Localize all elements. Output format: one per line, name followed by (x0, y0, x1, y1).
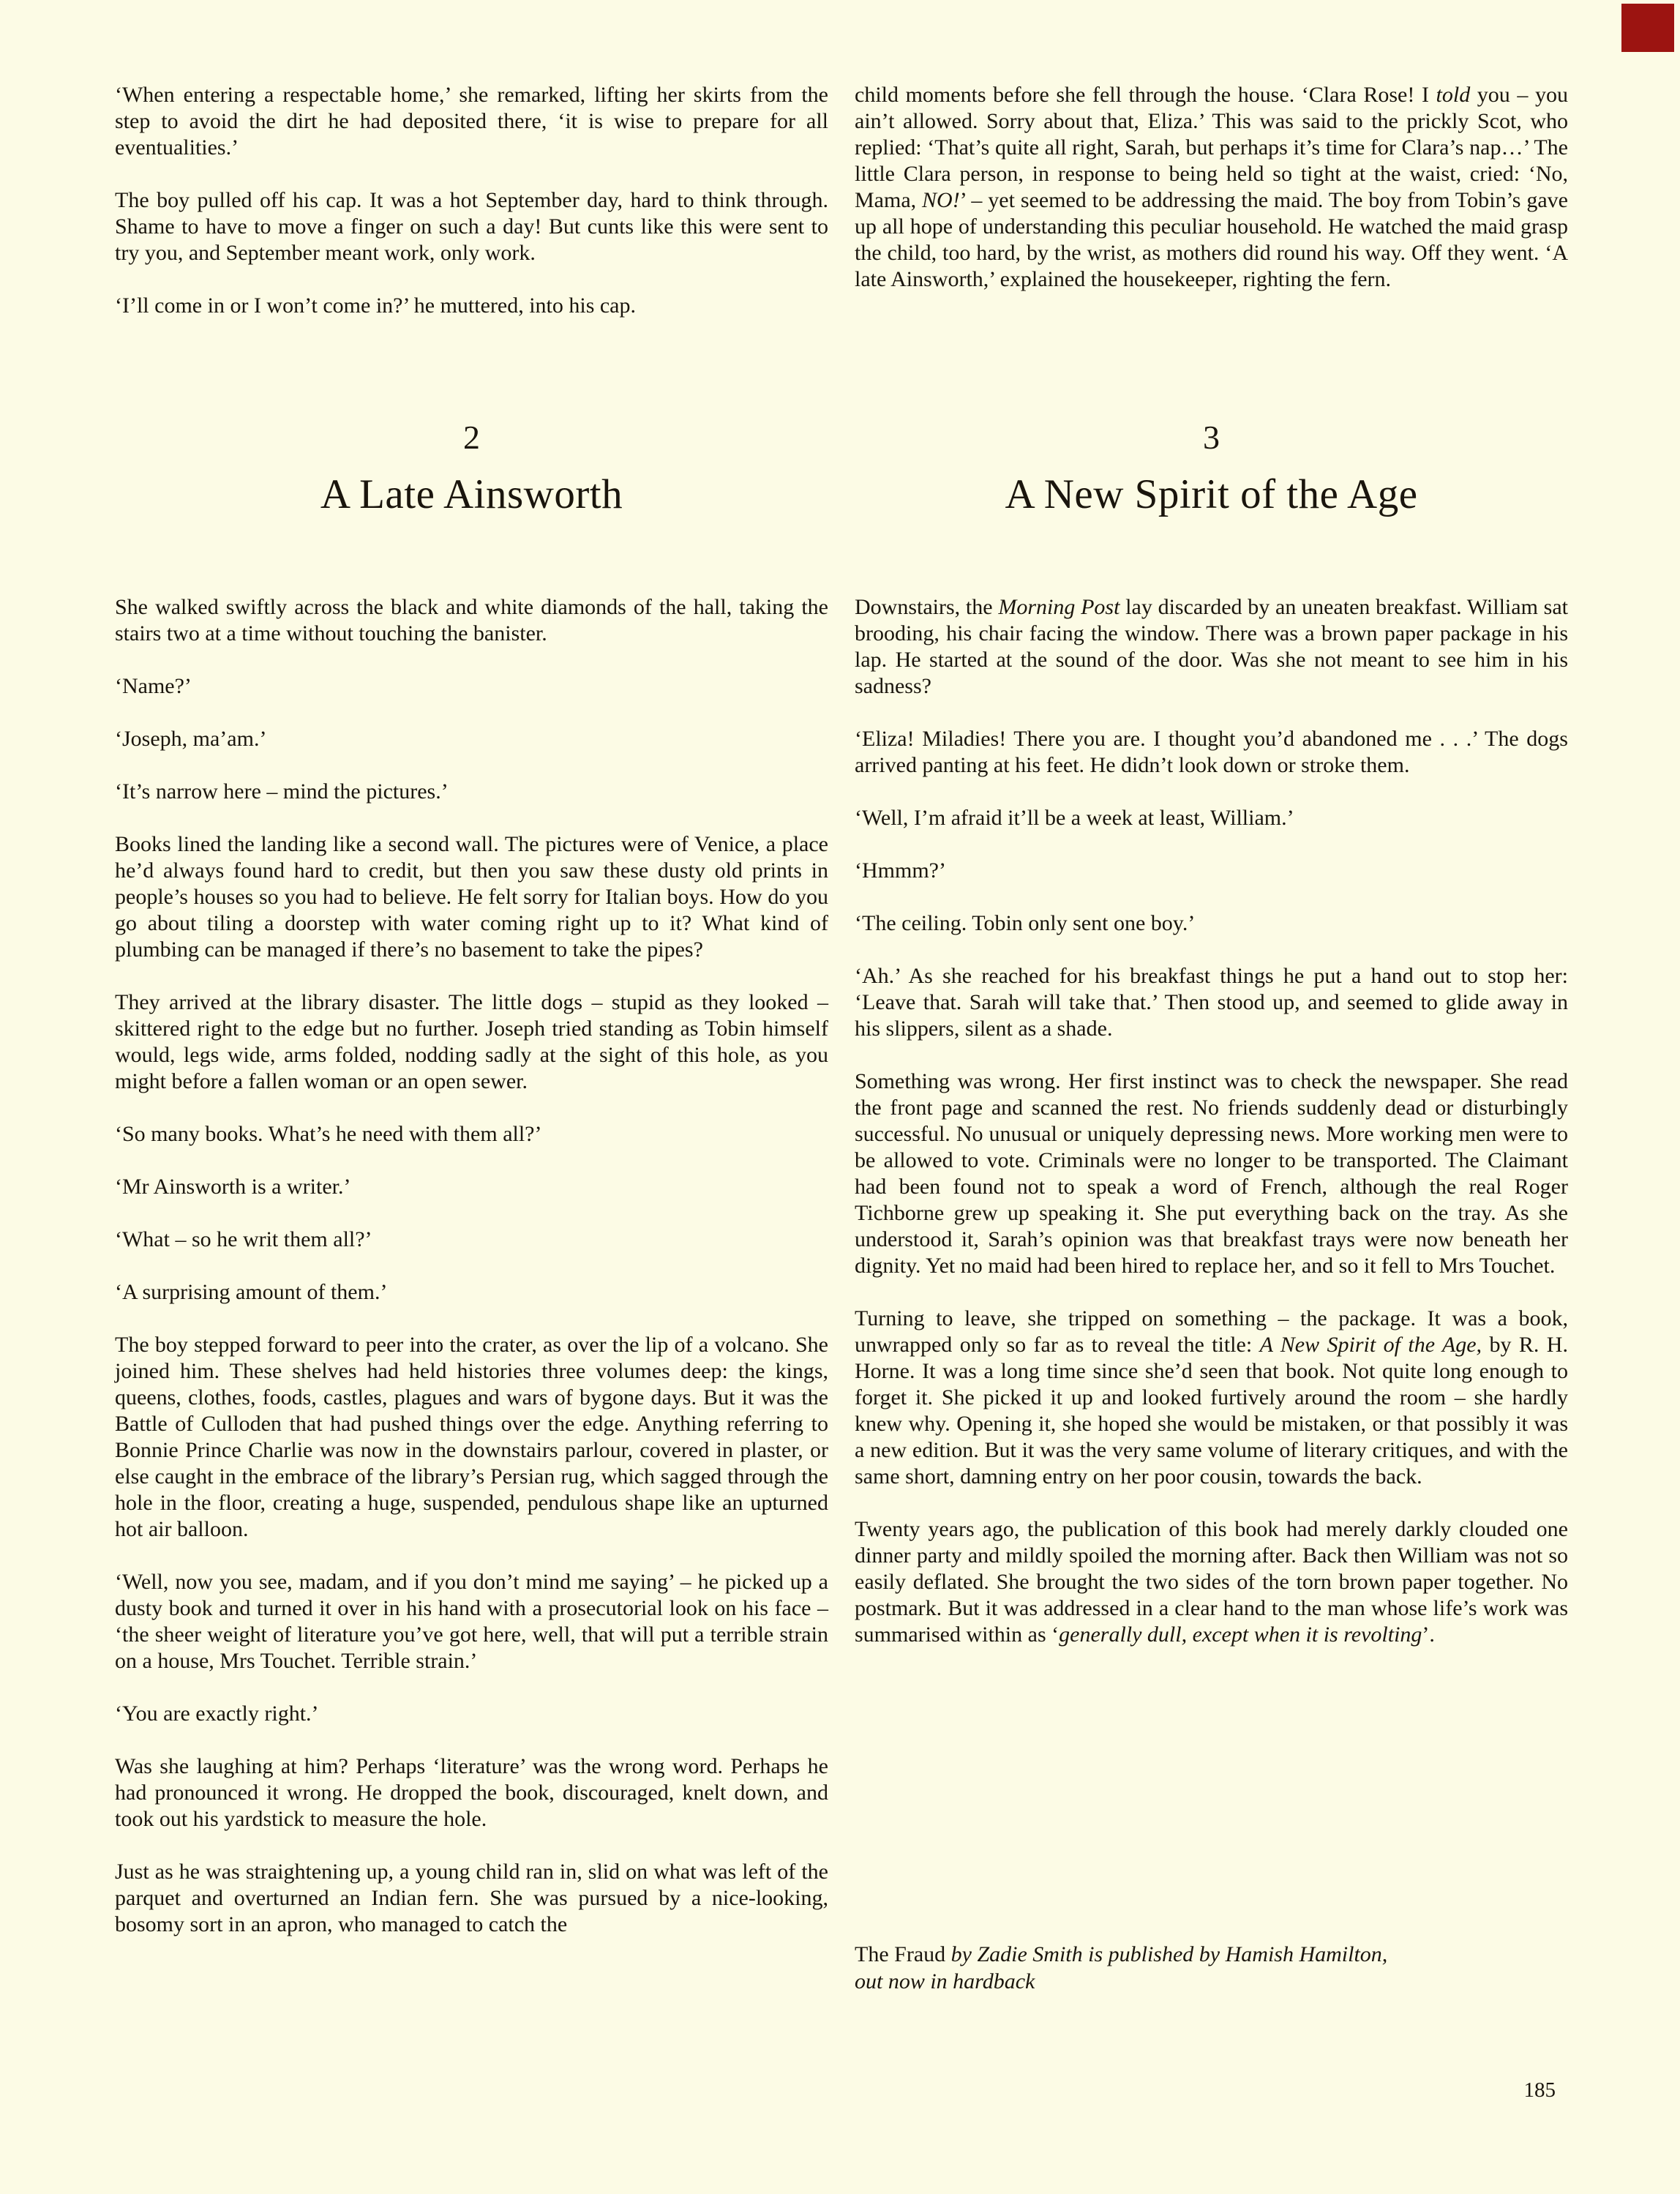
text-run: Books lined the landing like a second wall. The pictures were of Venice, a place he’d always found hard to credit, but then you saw these dusty old prints in people’s houses so you had to believe. He felt sorry for Italian boys. How do you go about tiling a doorstep with water coming right up to it? What kind of plumbing can be managed if there’s no basement to take the pipes? (115, 832, 828, 962)
paragraph (115, 293, 828, 319)
italic-text: told (1436, 83, 1471, 107)
text-run: ‘Joseph, ma’am.’ (115, 727, 267, 751)
text-run: ‘When entering a respectable home,’ she remarked, lifting her skirts from the step to avoid the dirt he had deposited there, ‘it is wise to prepare for all eventualities.’ (115, 83, 828, 160)
paragraph (855, 1068, 1568, 1279)
paragraph (115, 1701, 828, 1727)
text-run: The boy stepped forward to peer into the crater, as over the lip of a volcano. She joined him. These shelves had held histories three volumes deep: the kings, queens, clothes, foods, castles, plagues and wars of bygone days. But it was the Battle of Culloden that had pushed things over the edge. Anything referring to Bonnie Prince Charlie was now in the downstairs parlour, covered in plaster, or else caught in the embrace of the library’s Persian rug, which sagged through the hole in the floor, creating a huge, suspended, pendulous shape like an upturned hot air balloon. (115, 1333, 828, 1541)
paragraph (115, 1174, 828, 1200)
paragraph (855, 963, 1568, 1042)
paragraph (115, 594, 828, 647)
text-run: ‘The ceiling. Tobin only sent one boy.’ (855, 911, 1196, 935)
text-run: ‘Hmmm?’ (855, 858, 946, 883)
paragraph (115, 1332, 828, 1543)
text-run: ‘Well, I’m afraid it’ll be a week at least, William.’ (855, 806, 1294, 830)
text-run: Downstairs, the (855, 595, 999, 619)
text-run: ‘You are exactly right.’ (115, 1701, 319, 1726)
paragraph (855, 858, 1568, 884)
text-run: ’ – yet seemed to be addressing the maid. The boy from Tobin’s gave up all hope of understanding this peculiar household. He watched the maid grasp the child, too hard, by the wrist, as mothers did round his way. Off they went. ‘A late Ainsworth,’ explained the housekeeper, righting the fern. (855, 188, 1568, 291)
text-run: The Fraud (855, 1942, 951, 1966)
italic-text: out now in hardback (855, 1969, 1035, 1993)
paragraph (855, 726, 1568, 779)
text-run: Turning to leave, she tripped on something – the package. It was a book, unwrapped only so far as to reveal the title: (855, 1306, 1568, 1357)
text-run: ‘So many books. What’s he need with them all?’ (115, 1122, 542, 1146)
paragraph (115, 673, 828, 700)
text-run: you – you ain’t allowed. Sorry about that, Eliza.’ This was said to the prickly Scot, who replied: ‘That’s quite all right, Sarah, but perhaps it’s time for Clara’s nap…’ The little Clara person, in response to being held so tight at the waist, cried: ‘No, Mama, (855, 83, 1568, 212)
paragraph (855, 594, 1568, 700)
chapter-heading-right (855, 421, 1568, 515)
paragraph (115, 82, 828, 161)
paragraph (855, 1941, 1568, 1968)
italic-text: A New Spirit of the Age, (1259, 1333, 1482, 1357)
right-column-intro (855, 82, 1568, 293)
italic-text: by Zadie Smith is published by Hamish Hamilton, (950, 1942, 1388, 1966)
text-run: They arrived at the library disaster. The little dogs – stupid as they looked – skittered right to the edge but no further. Joseph tried standing as Tobin himself would, legs wide, arms folded, nodding sadly at the sight of this hole, as you might before a fallen woman or an open sewer. (115, 990, 828, 1093)
text-run: ‘A surprising amount of them.’ (115, 1280, 388, 1304)
text-run: ‘I’ll come in or I won’t come in?’ he muttered, into his cap. (115, 293, 637, 318)
text-run: ‘It’s narrow here – mind the pictures.’ (115, 779, 449, 804)
italic-text: NO! (922, 188, 960, 212)
paragraph (115, 989, 828, 1095)
paragraph (115, 1569, 828, 1674)
paragraph (115, 1227, 828, 1253)
chapter-heading-left (115, 421, 828, 515)
right-column-body (855, 594, 1568, 1648)
text-run: She walked swiftly across the black and white diamonds of the hall, taking the stairs two at a time without touching the banister. (115, 595, 828, 645)
text-run: The boy pulled off his cap. It was a hot September day, hard to think through. Shame to have to move a finger on such a day! But cunts like this were sent to try you, and September meant work, only work. (115, 188, 828, 265)
chapter-number: 2 (463, 419, 480, 456)
paragraph (115, 779, 828, 805)
chapter-title: A New Spirit of the Age (1005, 471, 1418, 517)
paragraph (115, 1121, 828, 1147)
text-run: Something was wrong. Her first instinct was to check the newspaper. She read the front page and scanned the rest. No friends suddenly dead or disturbingly successful. No unusual or uniquely depressing news. More working men were to be allowed to vote. Criminals were no longer to be transported. The Claimant had been found not to speak a word of French, although the real Roger Tichborne grew up speaking it. She put everything back on the tray. As she understood it, Sarah’s opinion was that breakfast trays were now beneath her dignity. Yet no maid had been hired to replace her, and so it fell to Mrs Touchet. (855, 1069, 1568, 1278)
text-run: ’. (1422, 1622, 1435, 1647)
italic-text: generally dull, except when it is revolting (1059, 1622, 1422, 1647)
text-run: lay discarded by an uneaten breakfast. William sat brooding, his chair facing the window. There was a brown paper package in his lap. He started at the sound of the door. Was she not meant to see him in his sadness? (855, 595, 1568, 698)
text-run: Just as he was straightening up, a young child ran in, slid on what was left of the parquet and overturned an Indian fern. She was pursued by a nice-looking, bosomy sort in an apron, who managed to catch the (115, 1860, 828, 1936)
paragraph (115, 831, 828, 963)
chapter-title: A Late Ainsworth (320, 471, 623, 517)
text-run: ‘Well, now you see, madam, and if you don’t mind me saying’ – he picked up a dusty book and turned it over in his hand with a prosecutorial look on his face – ‘the sheer weight of literature you’ve got here, well, that will put a terrible strain on a house, Mrs Touchet. Terrible strain.’ (115, 1570, 828, 1673)
paragraph (115, 1279, 828, 1306)
text-run: ‘Eliza! Miladies! There you are. I thought you’d abandoned me . . .’ The dogs arrived panting at his feet. He didn’t look down or stroke them. (855, 727, 1568, 777)
page-number: 185 (1523, 2078, 1556, 2102)
paragraph (855, 805, 1568, 831)
paragraph (855, 1968, 1568, 1995)
text-run: by R. H. Horne. It was a long time since she’d seen that book. Not quite long enough to forget it. She picked it up and looked furtively around the room – she hardly knew why. Opening it, she hoped she would be mistaken, or that possibly it was a new edition. But it was the very same volume of literary critiques, and with the same short, damning entry on her poor cousin, towards the back. (855, 1333, 1568, 1489)
paragraph (855, 82, 1568, 293)
text-run: Was she laughing at him? Perhaps ‘literature’ was the wrong word. Perhaps he had pronounced it wrong. He dropped the book, discouraged, knelt down, and took out his yardstick to measure the hole. (115, 1754, 828, 1831)
text-run: ‘Ah.’ As she reached for his breakfast things he put a hand out to stop her: ‘Leave that. Sarah will take that.’ Then stood up, and seemed to glide away in his slippers, silent as a shade. (855, 964, 1568, 1041)
text-run: ‘Mr Ainsworth is a writer.’ (115, 1175, 351, 1199)
left-column-body (115, 594, 828, 1938)
paragraph (115, 187, 828, 266)
paragraph (855, 1306, 1568, 1490)
text-run: child moments before she fell through the house. ‘Clara Rose! I (855, 83, 1436, 107)
paragraph (115, 1753, 828, 1832)
paragraph (855, 1516, 1568, 1648)
text-run: Twenty years ago, the publication of this book had merely darkly clouded one dinner party and mildly spoiled the morning after. Back then William was not so easily deflated. She brought the two sides of the torn brown paper together. No postmark. But it was addressed in a clear hand to the man whose life’s work was summarised within as ‘ (855, 1517, 1568, 1647)
paragraph (855, 910, 1568, 937)
paragraph (115, 1859, 828, 1938)
chapter-number: 3 (1203, 419, 1220, 456)
red-corner-marker (1621, 4, 1674, 52)
italic-text: Morning Post (998, 595, 1120, 619)
text-run: ‘What – so he writ them all?’ (115, 1227, 372, 1251)
text-run: ‘Name?’ (115, 674, 192, 698)
paragraph (115, 726, 828, 752)
publication-credit (855, 1941, 1568, 1995)
left-column-intro (115, 82, 828, 319)
